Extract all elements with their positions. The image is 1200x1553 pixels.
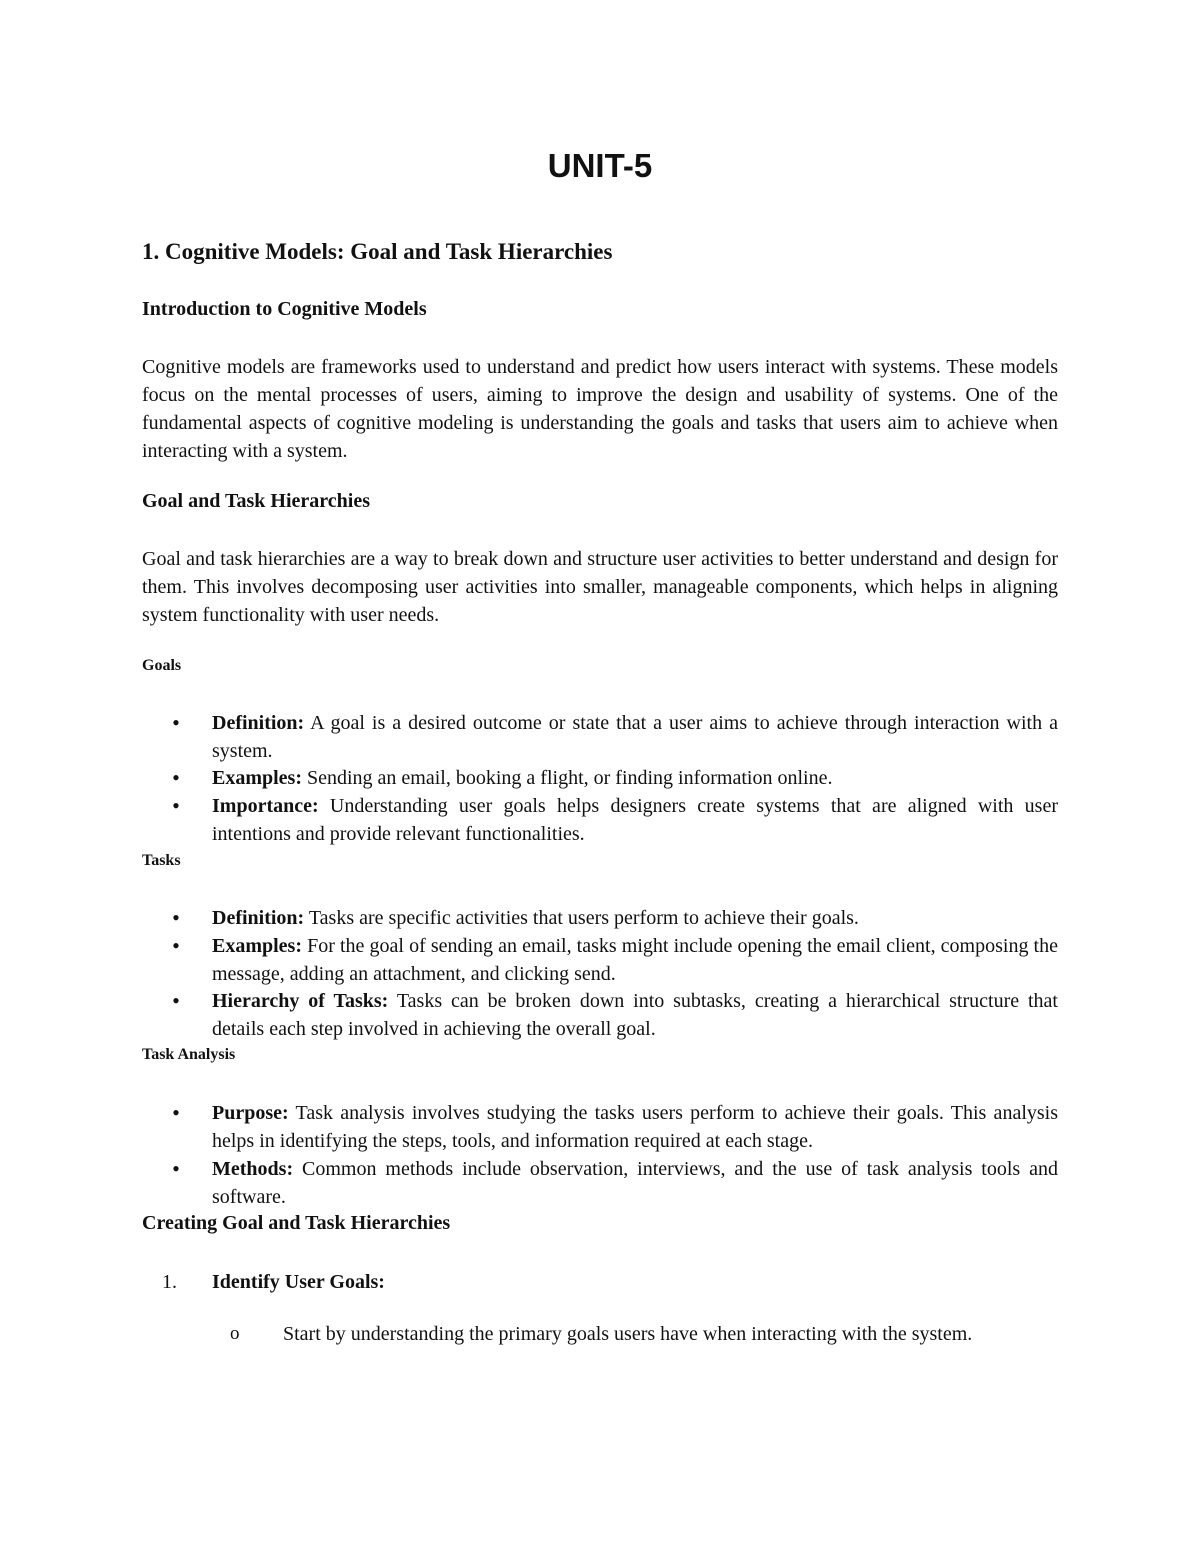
list-item [212,932,1058,988]
item-label: Examples: [212,767,302,789]
item-label: Importance: [212,795,319,817]
item-text: Tasks are specific activities that users perform to achieve their goals. [304,907,859,929]
task-analysis-heading: Task Analysis [142,1046,236,1063]
item-label: Definition: [212,712,305,734]
bullet-icon: • [172,710,180,735]
list-item [212,1099,1058,1155]
item-label: Examples: [212,935,302,957]
list-item [212,987,1058,1043]
intro-paragraph: Cognitive models are frameworks used to understand and predict how users interact with systems. These models focus on the mental processes of users, aiming to improve the design and usability of systems. One of the fundamental aspects of cognitive modeling is understanding the goals and tasks that users aim to achieve when interacting with a system. [142,356,1058,462]
sub-list-item: Start by understanding the primary goals users have when interacting with the system. [283,1323,973,1345]
creating-heading: Creating Goal and Task Hierarchies [142,1212,451,1234]
page-title: UNIT-5 [547,147,653,184]
list-item [212,764,1058,792]
bullet-icon: • [172,793,180,818]
list-item [212,1155,1058,1211]
item-text: Task analysis involves studying the tasks users perform to achieve their goals. This analysis helps in identifying the steps, tools, and information required at each stage. [212,1102,1058,1152]
item-text: Sending an email, booking a flight, or finding information online. [302,767,833,789]
item-label: Purpose: [212,1102,289,1124]
intro-heading: Introduction to Cognitive Models [142,298,427,320]
item-text: Common methods include observation, interviews, and the use of task analysis tools and software. [212,1158,1058,1208]
bullet-icon: • [172,905,180,930]
step-number: 1. [162,1271,177,1293]
goal-task-paragraph: Goal and task hierarchies are a way to break down and structure user activities to better understand and design for them. This involves decomposing user activities into smaller, manageable components, which helps in aligning system functionality with user needs. [142,548,1058,626]
section-heading: 1. Cognitive Models: Goal and Task Hierarchies [142,239,613,264]
bullet-icon: • [172,1156,180,1181]
bullet-icon: • [172,933,180,958]
item-text: Understanding user goals helps designers create systems that are aligned with user intentions and provide relevant functionalities. [212,795,1058,845]
step-title: Identify User Goals: [212,1271,385,1293]
goal-task-heading: Goal and Task Hierarchies [142,490,371,512]
goals-heading: Goals [142,657,182,674]
bullet-icon: • [172,765,180,790]
list-item [212,904,1058,932]
bullet-icon: • [172,988,180,1013]
item-text: For the goal of sending an email, tasks might include opening the email client, composing the message, adding an attachment, and clicking send. [212,935,1058,985]
list-item [212,709,1058,765]
item-text: Tasks can be broken down into subtasks, creating a hierarchical structure that details each step involved in achieving the overall goal. [212,990,1058,1040]
bullet-icon: • [172,1100,180,1125]
item-label: Hierarchy of Tasks: [212,990,389,1012]
item-text: A goal is a desired outcome or state that a user aims to achieve through interaction with a system. [212,712,1058,762]
sub-bullet-icon: o [230,1323,240,1344]
item-label: Definition: [212,907,305,929]
item-label: Methods: [212,1158,294,1180]
list-item [212,792,1058,848]
tasks-heading: Tasks [142,852,181,869]
